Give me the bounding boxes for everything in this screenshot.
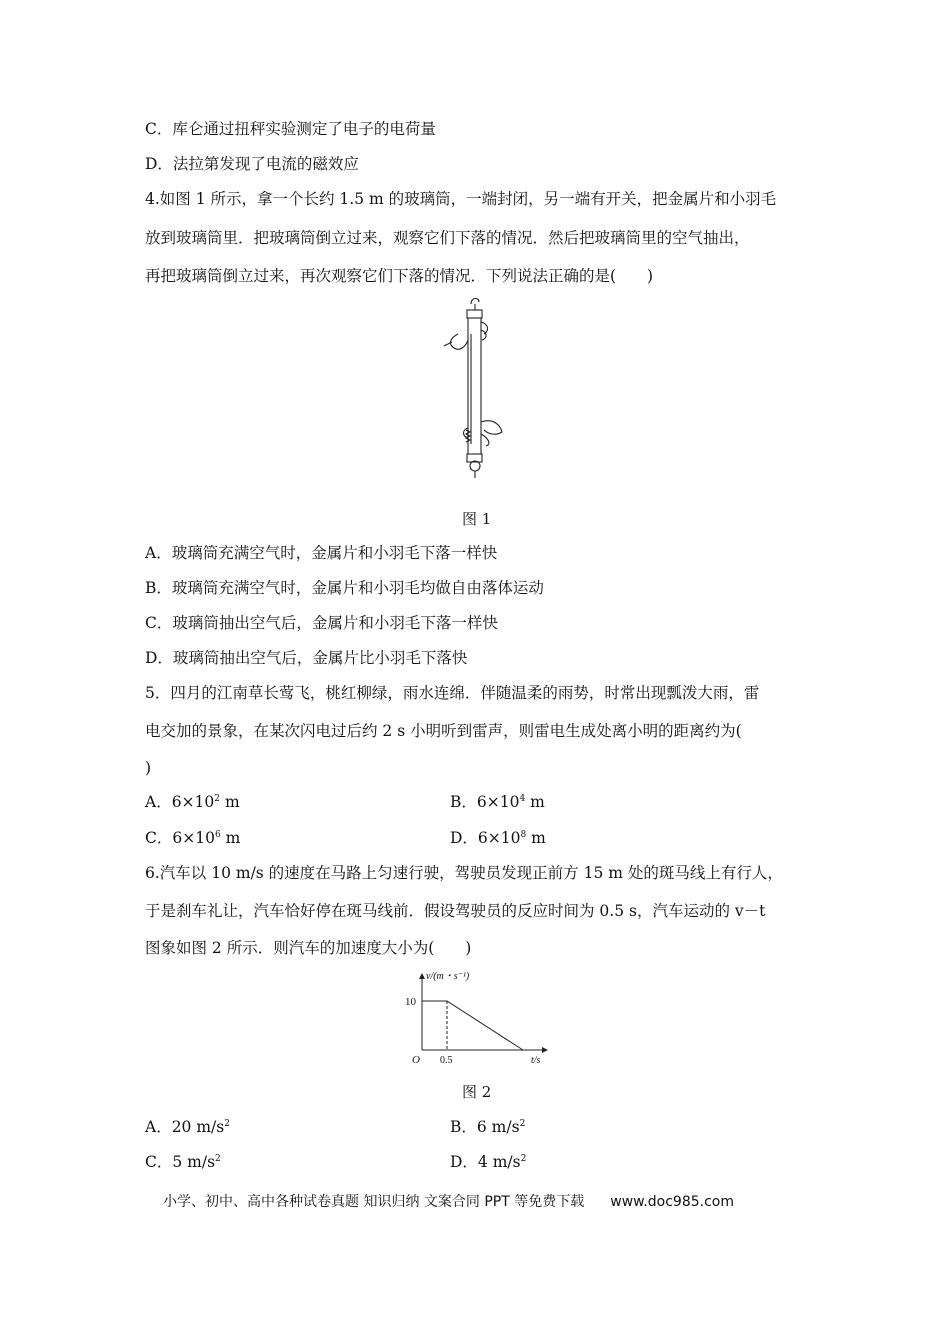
footer-text: 小学、初中、高中各种试卷真题 知识归纳 文案合同 PPT 等免费下载 (163, 1194, 585, 1210)
q6-option-c: C．5 $m/s^2$ (145, 1153, 221, 1171)
q6-option-a: A．20 $m/s^2$ (145, 1118, 230, 1136)
q5-stem-line-3: ) (145, 759, 152, 777)
figure-2-caption: 图 2 (462, 1083, 492, 1101)
q6-option-d: D．4 $m/s^2$ (450, 1153, 527, 1171)
graph-origin: O (412, 1054, 420, 1066)
q5-option-d: D．$6\times 10^8$ m (450, 829, 546, 847)
graph-y-tick: 10 (405, 996, 416, 1008)
q5-stem-line-1: 5．四月的江南草长莺飞，桃红柳绿，雨水连绵．伴随温柔的雨势，时常出现瓢泼大雨，雷 (145, 684, 760, 702)
q4-option-b: B．玻璃筒充满空气时，金属片和小羽毛均做自由落体运动 (145, 579, 544, 597)
q6-stem-line-1: 6.汽车以 10 m/s 的速度在马路上匀速行驶，驾驶员发现正前方 15 m 处的斑马线上有行人， (145, 864, 783, 882)
q6-stem-line-2: 于是刹车礼让，汽车恰好停在斑马线前．假设驾驶员的反应时间为 0.5 s，汽车运动的 v－t (145, 902, 766, 920)
q4-stem-line-2: 放到玻璃筒里．把玻璃筒倒立过来，观察它们下落的情况．然后把玻璃筒里的空气抽出， (145, 229, 750, 247)
figure-1-caption: 图 1 (462, 510, 492, 528)
q4-option-d: D．玻璃筒抽出空气后，金属片比小羽毛下落快 (145, 649, 468, 667)
q4-option-c: C．玻璃筒抽出空气后，金属片和小羽毛下落一样快 (145, 614, 498, 632)
graph-x-tick: 0.5 (440, 1055, 453, 1066)
q6-stem-line-3: 图象如图 2 所示．则汽车的加速度大小为( ) (145, 939, 472, 957)
figure-1-glass-tube (440, 294, 510, 480)
q4-option-a: A．玻璃筒充满空气时，金属片和小羽毛下落一样快 (145, 544, 498, 562)
graph-ylabel: v/(m・s⁻¹) (426, 971, 470, 982)
graph-xlabel: t/s (531, 1055, 541, 1066)
q5-option-a: A．$6\times 10^2$ m (145, 793, 240, 811)
q4-stem-line-3: 再把玻璃筒倒立过来，再次观察它们下落的情况．下列说法正确的是( ) (145, 267, 654, 285)
q6-option-b: B．6 $m/s^2$ (450, 1118, 526, 1136)
footer-url[interactable]: www.doc985.com (610, 1194, 734, 1210)
q3-option-c: C．库仑通过扭秤实验测定了电子的电荷量 (145, 120, 436, 138)
graph-velocity-line (422, 1001, 523, 1050)
q5-stem-line-2: 电交加的景象，在某次闪电过后约 2 s 小明听到雷声，则雷电生成处离小明的距离约为( (145, 722, 742, 740)
q5-option-c: C．$6\times 10^6$ m (145, 829, 241, 847)
q3-option-d: D．法拉第发现了电流的磁效应 (145, 155, 359, 173)
figure-2-vt-graph (395, 968, 555, 1066)
page-footer (163, 1191, 734, 1211)
q5-option-b: B．$6\times 10^4$ m (450, 793, 545, 811)
q4-stem-line-1: 4.如图 1 所示，拿一个长约 1.5 m 的玻璃筒，一端封闭，另一端有开关，把金属片和小羽毛 (145, 190, 777, 208)
